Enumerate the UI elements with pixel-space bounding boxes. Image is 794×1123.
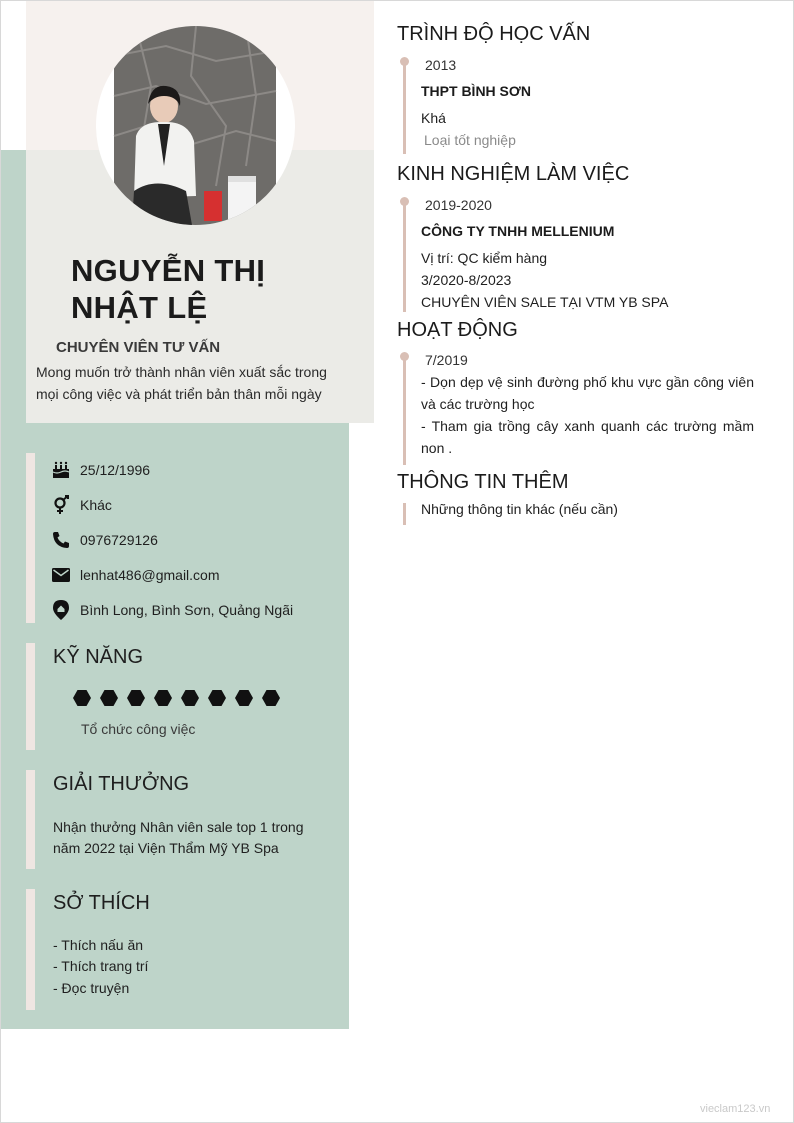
email-icon [51, 565, 71, 585]
hobby-item: - Đọc truyện [53, 980, 130, 996]
hobby-item: - Thích trang trí [53, 958, 149, 974]
contact-birthday [51, 459, 151, 481]
education-grade: Khá [421, 110, 446, 126]
extra-info-text: Những thông tin khác (nếu cần) [421, 501, 618, 517]
skill-level-dot [154, 690, 172, 706]
contact-gender [51, 494, 112, 516]
cake-icon [51, 460, 71, 480]
contact-address [51, 599, 294, 621]
career-objective: Mong muốn trở thành nhân viên xuất sắc trong mọi công việc và phát triển bản thân mỗi ngày [36, 364, 327, 402]
avatar [96, 26, 295, 225]
experience-role-2: CHUYÊN VIÊN SALE TẠI VTM YB SPA [421, 294, 669, 310]
experience-position: Vị trí: QC kiểm hàng [421, 250, 548, 266]
skill-level-dot [127, 690, 145, 706]
skill-level-dot [235, 690, 253, 706]
skill-level-dot [208, 690, 226, 706]
hobbies-section-bar [26, 889, 35, 1010]
education-title: TRÌNH ĐỘ HỌC VẤN [397, 23, 591, 45]
education-school: THPT BÌNH SƠN [421, 83, 531, 99]
education-year: 2013 [425, 57, 457, 73]
timeline-dot [400, 57, 409, 66]
contact-section-bar [26, 453, 35, 623]
skill-name: Tổ chức công việc [81, 721, 196, 737]
hobby-item: - Thích nấu ăn [53, 937, 144, 953]
timeline-dot [400, 197, 409, 206]
activity-date: 7/2019 [425, 352, 468, 368]
activity-item: - Tham gia trồng cây xanh quanh các trường mầm non . [421, 418, 754, 456]
email-text: lenhat486@gmail.com [80, 567, 220, 583]
experience-title: KINH NGHIỆM LÀM VIỆC [397, 163, 630, 185]
timeline-dot [400, 352, 409, 361]
location-icon [51, 600, 71, 620]
education-timeline [403, 58, 406, 154]
skills-title: KỸ NĂNG [53, 646, 144, 668]
education-note: Loại tốt nghiệp [424, 132, 516, 148]
extra-info-timeline [403, 503, 406, 525]
activity-item: - Dọn dẹp vệ sinh đường phố khu vực gần công viên và các trường học [421, 374, 754, 412]
skill-level-dot [100, 690, 118, 706]
birthday-text: 25/12/1996 [80, 462, 151, 478]
skills-section-bar [26, 643, 35, 750]
awards-section-bar [26, 770, 35, 869]
experience-period-2: 3/2020-8/2023 [421, 272, 512, 288]
address-text: Bình Long, Bình Sơn, Quảng Ngãi [80, 602, 294, 618]
experience-period: 2019-2020 [425, 197, 492, 213]
phone-text: 0976729126 [80, 532, 158, 548]
job-title: CHUYÊN VIÊN TƯ VẤN [56, 339, 221, 356]
activities-timeline [403, 353, 406, 465]
experience-timeline [403, 198, 406, 312]
activities-title: HOẠT ĐỘNG [397, 319, 518, 341]
contact-phone [51, 529, 158, 551]
phone-icon [51, 530, 71, 550]
awards-title: GIẢI THƯỞNG [53, 773, 190, 795]
skill-level-indicator [73, 690, 280, 706]
hobbies-title: SỞ THÍCH [53, 892, 150, 914]
skill-level-dot [262, 690, 280, 706]
gender-text: Khác [80, 497, 112, 513]
award-text: Nhận thưởng Nhân viên sale top 1 trong năm 2022 tại Viện Thẩm Mỹ YB Spa [53, 819, 304, 856]
extra-info-title: THÔNG TIN THÊM [397, 471, 569, 493]
skill-level-dot [73, 690, 91, 706]
candidate-name: NGUYỄN THỊ NHẬT LỆ [71, 253, 266, 325]
experience-company: CÔNG TY TNHH MELLENIUM [421, 223, 615, 239]
skill-level-dot [181, 690, 199, 706]
contact-email [51, 564, 220, 586]
gender-icon [51, 495, 71, 515]
watermark: vieclam123.vn [700, 1103, 771, 1115]
